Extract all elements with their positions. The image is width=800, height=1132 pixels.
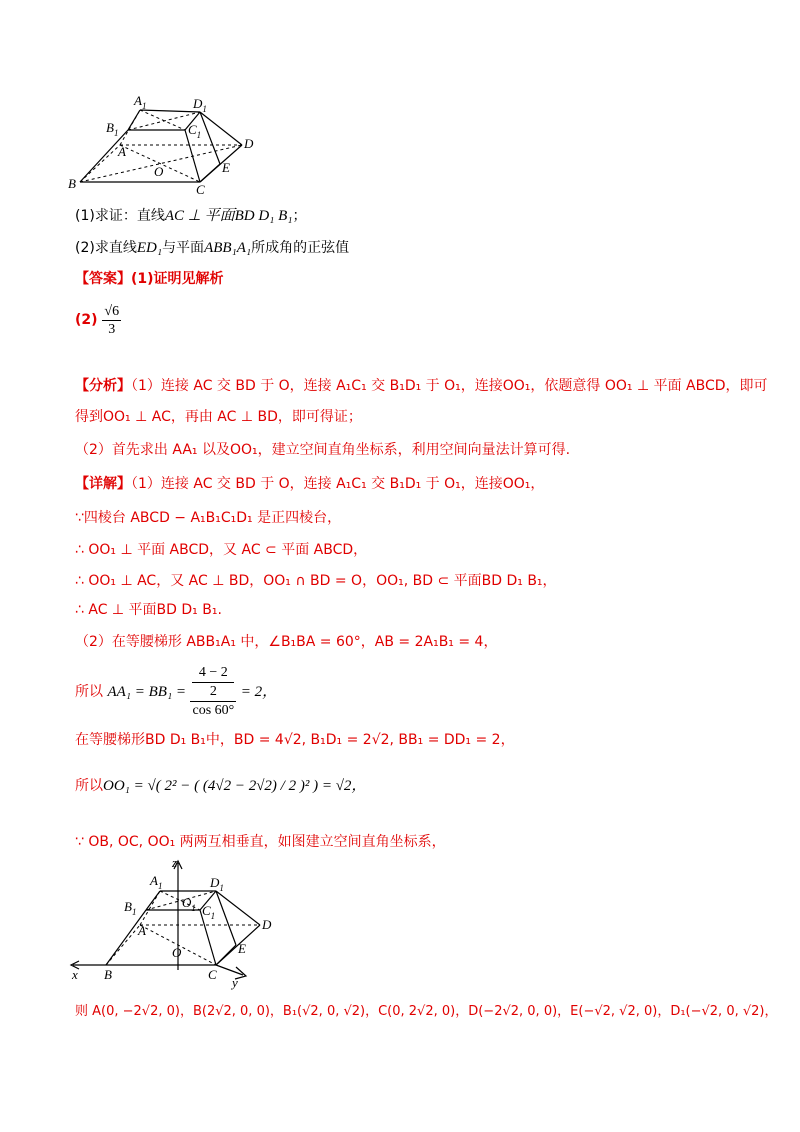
q2-math: ED₁	[136, 240, 163, 256]
detail-line-10	[75, 832, 446, 852]
analysis-line-2	[75, 407, 362, 427]
detail-line-7	[75, 664, 277, 720]
detail-line-6	[75, 632, 497, 652]
detail-text-3: ∴ OO₁ ⊥ 平面 ABCD，又 AC ⊂ 平面 ABCD，	[75, 542, 368, 558]
answer-line-2	[75, 300, 121, 340]
q2-end: 所成角的正弦值	[251, 240, 350, 256]
q2-plane: ABB₁A₁	[204, 240, 252, 256]
label-B1: $B_1$	[106, 120, 119, 138]
label-A: A	[118, 144, 126, 159]
detail-line-9	[75, 776, 366, 796]
question-2	[75, 238, 349, 258]
label-C: C	[196, 182, 205, 197]
detail-9-prefix: 所以	[75, 778, 103, 794]
analysis-text-3: （2）首先求出 AA₁ 以及OO₁，建立空间直角坐标系，利用空间向量法计算可得.	[75, 442, 571, 458]
label2-x: x	[72, 967, 78, 982]
q2-prefix: (2)求直线	[75, 240, 137, 256]
answer-2-numerator: √6	[104, 303, 120, 319]
detail-line-2	[75, 508, 341, 528]
analysis-line-1	[75, 376, 768, 396]
q2-mid: 与平面	[162, 240, 205, 256]
answer-line-1	[75, 269, 224, 289]
detail-7-num-top: 4 − 2	[192, 664, 234, 683]
detail-line-8	[75, 730, 515, 750]
detail-text-2: ∵四棱台 ABCD − A₁B₁C₁D₁ 是正四棱台，	[75, 510, 342, 526]
answer-2-prefix: (2)	[75, 312, 98, 328]
answer-1: (1)证明见解析	[131, 271, 224, 287]
detail-text-11: 则 A(0, −2√2, 0)，B(2√2, 0, 0)，B₁(√2, 0, √2)，C(0, 2√2, 0)，D(−2√2, 0, 0)，E(−√2, √2, 0)，D₁(−√2, 0, √2)，	[75, 1004, 778, 1019]
answer-tag: 【答案】	[75, 271, 131, 287]
detail-7-denominator: cos 60°	[192, 703, 235, 718]
label-E: E	[222, 160, 230, 175]
detail-text-8: 在等腰梯形BD D₁ B₁中，BD = 4√2, B₁D₁ = 2√2, BB₁ = DD₁ = 2，	[75, 732, 515, 748]
detail-7-rhs: = 2，	[240, 684, 278, 700]
label-B: B	[68, 176, 76, 191]
detail-line-11	[75, 1002, 778, 1022]
detail-text-10: ∵ OB, OC, OO₁ 两两互相垂直，如图建立空间直角坐标系，	[75, 834, 446, 850]
figure-frustum-1	[60, 90, 270, 200]
detail-text-5: ∴ AC ⊥ 平面BD D₁ B₁.	[75, 602, 222, 618]
label2-B: B	[104, 967, 112, 982]
detail-7-num-bot: 2	[209, 684, 217, 699]
label-D1: $D_1$	[193, 96, 207, 114]
detail-text-6: （2）在等腰梯形 ABB₁A₁ 中，∠B₁BA = 60°，AB = 2A₁B₁ = 4，	[75, 634, 498, 650]
detail-text-1: （1）连接 AC 交 BD 于 O，连接 A₁C₁ 交 B₁D₁ 于 O₁，连接OO₁，	[131, 476, 545, 492]
detail-7-fraction	[190, 664, 236, 720]
detail-9-expr: OO₁ = √( 2² − ( (4√2 − 2√2) / 2 )² ) = √2，	[103, 778, 367, 794]
detail-text-4: ∴ OO₁ ⊥ AC，又 AC ⊥ BD，OO₁ ∩ BD = O，OO₁, BD ⊂ 平面BD D₁ B₁，	[75, 573, 557, 589]
label-A1: $A_1$	[134, 93, 147, 111]
label2-D1: $D_1$	[210, 875, 224, 893]
figure-frustum-2	[68, 855, 288, 990]
label-C1: $C_1$	[188, 122, 202, 140]
answer-2-denominator: 3	[108, 321, 116, 337]
detail-line-5	[75, 600, 222, 620]
label2-O1: $O_1$	[182, 895, 196, 913]
q1-math: AC ⊥ 平面BD D₁ B₁	[164, 208, 293, 224]
label2-E: E	[238, 941, 246, 956]
label2-A1: $A_1$	[150, 873, 163, 891]
label2-O: O	[172, 945, 182, 960]
label2-y: y	[232, 975, 238, 990]
label2-C1: $C_1$	[202, 903, 216, 921]
label-O: O	[154, 164, 164, 179]
detail-tag: 【详解】	[75, 476, 131, 492]
question-1	[75, 206, 307, 226]
label2-A: A	[138, 923, 146, 938]
q1-prefix: (1)求证：直线	[75, 208, 165, 224]
detail-line-1	[75, 474, 544, 494]
analysis-text-1: （1）连接 AC 交 BD 于 O，连接 A₁C₁ 交 B₁D₁ 于 O₁，连接OO₁，依题意得 OO₁ ⊥ 平面 ABCD，即可	[131, 378, 768, 394]
detail-7-prefix: 所以	[75, 684, 103, 700]
detail-7-numerator	[190, 664, 236, 702]
label2-C: C	[208, 967, 217, 982]
answer-2-fraction	[102, 303, 121, 338]
detail-line-4	[75, 571, 557, 591]
detail-line-3	[75, 540, 367, 560]
q1-end: ；	[292, 208, 307, 224]
label2-D: D	[262, 917, 272, 932]
label2-z: z	[172, 855, 178, 870]
analysis-tag: 【分析】	[75, 378, 131, 394]
label-D: D	[244, 136, 254, 151]
detail-7-lhs: AA₁ = BB₁ =	[107, 684, 187, 700]
analysis-line-3	[75, 440, 570, 460]
label2-B1: $B_1$	[124, 899, 137, 917]
analysis-text-2: 得到OO₁ ⊥ AC，再由 AC ⊥ BD，即可得证；	[75, 409, 362, 425]
